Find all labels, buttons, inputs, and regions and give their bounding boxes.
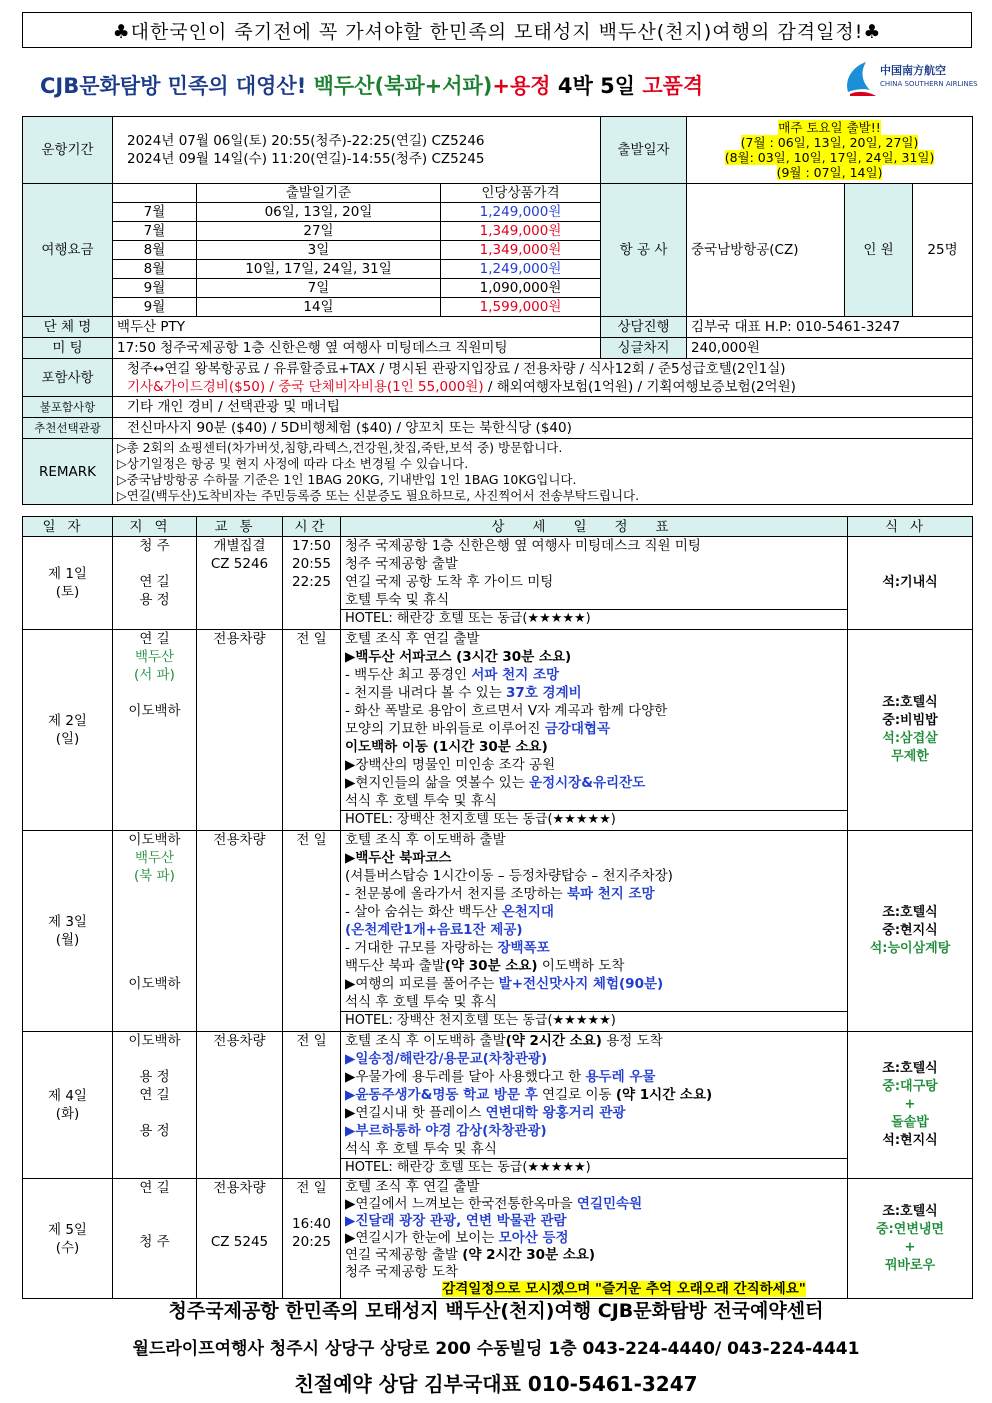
day-label: 제 4일 (화) (23, 1032, 113, 1179)
time-cell: 전 일 (283, 831, 341, 1032)
remark-label: REMARK (23, 439, 113, 505)
title-part2: 백두산(북파+서파) (313, 74, 493, 98)
airline-label: 항 공 사 (601, 184, 687, 317)
schedule-table (22, 516, 973, 1299)
meet-label: 미 팅 (23, 338, 113, 359)
fare-dates: 3일 (197, 241, 441, 260)
airline-name: 중국남방항공(CZ) (687, 184, 845, 317)
china-southern-logo (840, 58, 978, 100)
day-row (23, 1179, 973, 1299)
fare-price: 1,249,000원 (441, 260, 601, 279)
day-row (23, 1032, 973, 1159)
day-row (23, 537, 973, 610)
detail-cell: 호텔 조식 후 이도백하 출발(약 2시간 소요) 용정 도착 ▶일송정/해란강/용문교(차창관광) ▶우물가에 용두레를 달아 사용했다고 한 용두레 우물 ▶윤동주생가&명동 학교 방문 후 연길로 이동 (약 1시간 소요) ▶연길시내 핫 플레이스 연변대학 왕홍거리 관광 ▶부르하통하 야경 감상(차창관광) 석식 후 호텔 투숙 및 휴식 (341, 1032, 848, 1159)
meal-cell: 조:호텔식 중:현지식 석:능이삼계탕 (848, 831, 973, 1032)
fare-month: 9월 (113, 298, 197, 317)
remark-info (113, 439, 973, 505)
closing-message: 감격일정으로 모시겠으며 "즐거운 추억 오래오래 간직하세요" (442, 1281, 806, 1297)
title-part5: 고품격 (642, 74, 704, 98)
head-day: 일자 (23, 517, 113, 537)
detail-cell: 호텔 조식 후 이도백하 출발 ▶백두산 북파코스 (셔틀버스탑승 1시간이동 – 등정차량탑승 – 천지주차장) - 천문봉에 올라가서 천지를 조망하는 북파 천지 조망 - 살아 숨쉬는 화산 백두산 온천지대 (온천계란1개+음료1잔 제공) - 거대한 규모를 자랑하는 장백폭포 백두산 북파 출발(약 30분 소요) 이도백하 도착 ▶여행의 피로를 풀어주는 발+전신맛사지 체험(90분) 석식 후 호텔 투숙 및 휴식 (341, 831, 848, 1012)
time-cell: 전 일 16:40 20:25 (283, 1179, 341, 1299)
detail-cell: 호텔 조식 후 연길 출발 ▶연길에서 느껴보는 한국전통한옥마을 연길민속원 ▶진달래 광장 관광, 연변 박물관 관람 ▶연길시가 한눈에 보이는 모아산 등정 연길 국제공항 출발 (약 2시간 30분 소요) 청주 국제공항 도착 감격일정으로 모시겠으며 "즐거운 추억 오래오래 간직하세요" (341, 1179, 848, 1299)
fare-month: 8월 (113, 260, 197, 279)
depart-line: (8월: 03일, 10일, 17일, 24일, 31일) (724, 150, 935, 165)
depart-label: 출발일자 (601, 117, 687, 184)
fare-month: 9월 (113, 279, 197, 298)
day-label: 제 2일 (일) (23, 630, 113, 831)
depart-dates (687, 117, 973, 184)
detail-cell: 청주 국제공항 1층 신한은행 옆 여행사 미팅데스크 직원 미팅 청주 국제공항 출발 연길 국제 공항 도착 후 가이드 미팅 호텔 투숙 및 휴식 (341, 537, 848, 610)
fare-head-price: 인당상품가격 (441, 184, 601, 203)
region-cell: 연 길 백두산 (서 파) 이도백하 (113, 630, 197, 831)
footer-line3: 친절예약 상담 김부국대표 010-5461-3247 (294, 1372, 698, 1396)
footer-line1: 청주국제공항 한민족의 모태성지 백두산(천지)여행 CJB문화탐방 전국예약센터 (168, 1300, 824, 1322)
fare-dates: 10일, 17일, 24일, 31일 (197, 260, 441, 279)
transport-cell: 전용차량 (197, 630, 283, 831)
day-row (23, 831, 973, 1012)
airline-logo-cn: 中国南方航空 (880, 64, 946, 77)
fare-label: 여행요금 (23, 184, 113, 317)
meal-cell: 조:호텔식 중:대구탕 + 돌솥밥 석:현지식 (848, 1032, 973, 1179)
title-part1: CJB문화탐방 민족의 대영산! (40, 74, 314, 98)
hotel-info: HOTEL: 장백산 천지호텔 또는 동급(★★★★★) (341, 1012, 848, 1032)
time-cell: 전 일 (283, 1032, 341, 1179)
fare-price: 1,349,000원 (441, 241, 601, 260)
fare-dates: 27일 (197, 222, 441, 241)
region-cell: 이도백하 용 정 연 길 용 정 (113, 1032, 197, 1179)
period-label: 운항기간 (23, 117, 113, 184)
fare-dates: 06일, 13일, 20일 (197, 203, 441, 222)
title-part3: +용정 (492, 74, 551, 98)
day-row (23, 630, 973, 811)
transport-cell: 전용차량 CZ 5245 (197, 1179, 283, 1299)
region-cell: 연 길 청 주 (113, 1179, 197, 1299)
hotel-info: HOTEL: 장백산 천지호텔 또는 동급(★★★★★) (341, 811, 848, 831)
fare-head-date: 출발일기준 (197, 184, 441, 203)
day-label: 제 1일 (토) (23, 537, 113, 630)
region-cell: 청 주 연 길 용 정 (113, 537, 197, 630)
airline-logo-en: CHINA SOUTHERN AIRLINES (880, 80, 978, 88)
transport-cell: 전용차량 (197, 1032, 283, 1179)
pax-count: 25명 (913, 184, 973, 317)
meal-cell: 석:기내식 (848, 537, 973, 630)
region-cell: 이도백하 백두산 (북 파) 이도백하 (113, 831, 197, 1032)
group-name: 백두산 PTY (113, 317, 601, 338)
fare-price: 1,599,000원 (441, 298, 601, 317)
page-title (40, 70, 703, 100)
depart-line: (7월 : 06일, 13일, 20일, 27일) (740, 135, 919, 150)
fare-month: 8월 (113, 241, 197, 260)
time-cell: 17:50 20:55 22:25 (283, 537, 341, 630)
contact-info: 김부국 대표 H.P: 010-5461-3247 (687, 317, 973, 338)
fare-price: 1,090,000원 (441, 279, 601, 298)
flight-return: 2024년 09월 14일(수) 11:20(연길)-14:55(청주) CZ5245 (127, 151, 485, 167)
remark-line: ▷총 2회의 쇼핑센터(차가버섯,침향,라텍스,건강원,찻집,죽탄,보석 중) 방문합니다. (117, 439, 563, 455)
pax-label: 인 원 (845, 184, 913, 317)
fare-dates: 7일 (197, 279, 441, 298)
hotel-info: HOTEL: 해란강 호텔 또는 동급(★★★★★) (341, 610, 848, 630)
time-cell: 전 일 (283, 630, 341, 831)
title-part4: 4박 5일 (550, 74, 643, 98)
flight-info (113, 117, 601, 184)
top-banner: ♣대한국인이 죽기전에 꼭 가셔야할 한민족의 모태성지 백두산(천지)여행의 감격일정!♣ (22, 12, 972, 48)
remark-line: ▷중국남방항공 수하물 기준은 1인 1BAG 20KG, 기내반입 1인 1BAG 10KG입니다. (117, 471, 577, 487)
transport-cell: 전용차량 (197, 831, 283, 1032)
head-transport: 교통 (197, 517, 283, 537)
fare-price: 1,249,000원 (441, 203, 601, 222)
head-region: 지역 (113, 517, 197, 537)
head-detail: 상세일정표 (341, 517, 848, 537)
remark-line: ▷상기일정은 항공 및 현지 사정에 따라 다소 변경될 수 있습니다. (117, 455, 469, 471)
single-charge: 240,000원 (687, 338, 973, 359)
incl-line2-red: 기사&가이드경비($50) / 중국 단체비자비용(1인 55,000원) (127, 378, 484, 395)
meal-cell: 조:호텔식 중:연변냉면 + 꿔바로우 (848, 1179, 973, 1299)
opt-info: 전신마사지 90분 ($40) / 5D비행체험 ($40) / 양꼬치 또는 북한식당 ($40) (113, 418, 973, 439)
incl-info (113, 359, 973, 397)
flight-outbound: 2024년 07월 06일(토) 20:55(청주)-22:25(연길) CZ5246 (127, 133, 485, 149)
head-time: 시간 (283, 517, 341, 537)
incl-line2: / 해외여행자보험(1억원) / 기획여행보증보험(2억원) (483, 378, 796, 395)
fare-price: 1,349,000원 (441, 222, 601, 241)
excl-info: 기타 개인 경비 / 선택관광 및 매너팁 (113, 397, 973, 418)
excl-label: 불포함사항 (23, 397, 113, 418)
depart-line: (9월 : 07일, 14일) (776, 165, 883, 180)
hotel-info: HOTEL: 해란강 호텔 또는 동급(★★★★★) (341, 1159, 848, 1179)
depart-line: 매주 토요일 출발!! (778, 120, 881, 135)
group-label: 단 체 명 (23, 317, 113, 338)
detail-cell: 호텔 조식 후 연길 출발 ▶백두산 서파코스 (3시간 30분 소요) - 백두산 최고 풍경인 서파 천지 조망 - 천지를 내려다 볼 수 있는 37호 경계비 - 화산 폭발로 용암이 흐르면서 V자 계곡과 함께 다양한 모양의 기묘한 바위들로 이루어진 금강대협곡 이도백하 이동 (1시간 30분 소요) ▶장백산의 명물인 미인송 조각 공원 ▶현지인들의 삶을 엿볼수 있는 운정시장&유리잔도 석식 후 호텔 투숙 및 휴식 (341, 630, 848, 811)
transport-cell: 개별집결 CZ 5246 (197, 537, 283, 630)
incl-line1: 청주↔연길 왕복항공료 / 유류할증료+TAX / 명시된 관광지입장료 / 전용차량 / 식사12회 / 준5성급호텔(2인1실) (127, 360, 786, 377)
day-label: 제 3일 (월) (23, 831, 113, 1032)
opt-label: 추천선택관광 (23, 418, 113, 439)
fare-month: 7월 (113, 203, 197, 222)
head-meal: 식사 (848, 517, 973, 537)
meet-info: 17:50 청주국제공항 1층 신한은행 옆 여행사 미팅데스크 직원미팅 (113, 338, 601, 359)
info-table (22, 116, 973, 505)
incl-label: 포함사항 (23, 359, 113, 397)
day-label: 제 5일 (수) (23, 1179, 113, 1299)
remark-line: ▷연길(백두산)도착비자는 주민등록증 또는 신분증도 필요하므로, 사진찍어서 전송부탁드립니다. (117, 487, 640, 503)
meal-cell: 조:호텔식 중:비빔밥 석:삼겹살 무제한 (848, 630, 973, 831)
footer-line2: 월드라이프여행사 청주시 상당구 상당로 200 수동빌딩 1층 043-224-4440/ 043-224-4441 (132, 1339, 860, 1359)
fare-dates: 14일 (197, 298, 441, 317)
contact-label: 상담진행 (601, 317, 687, 338)
single-label: 싱글차지 (601, 338, 687, 359)
fare-month: 7월 (113, 222, 197, 241)
